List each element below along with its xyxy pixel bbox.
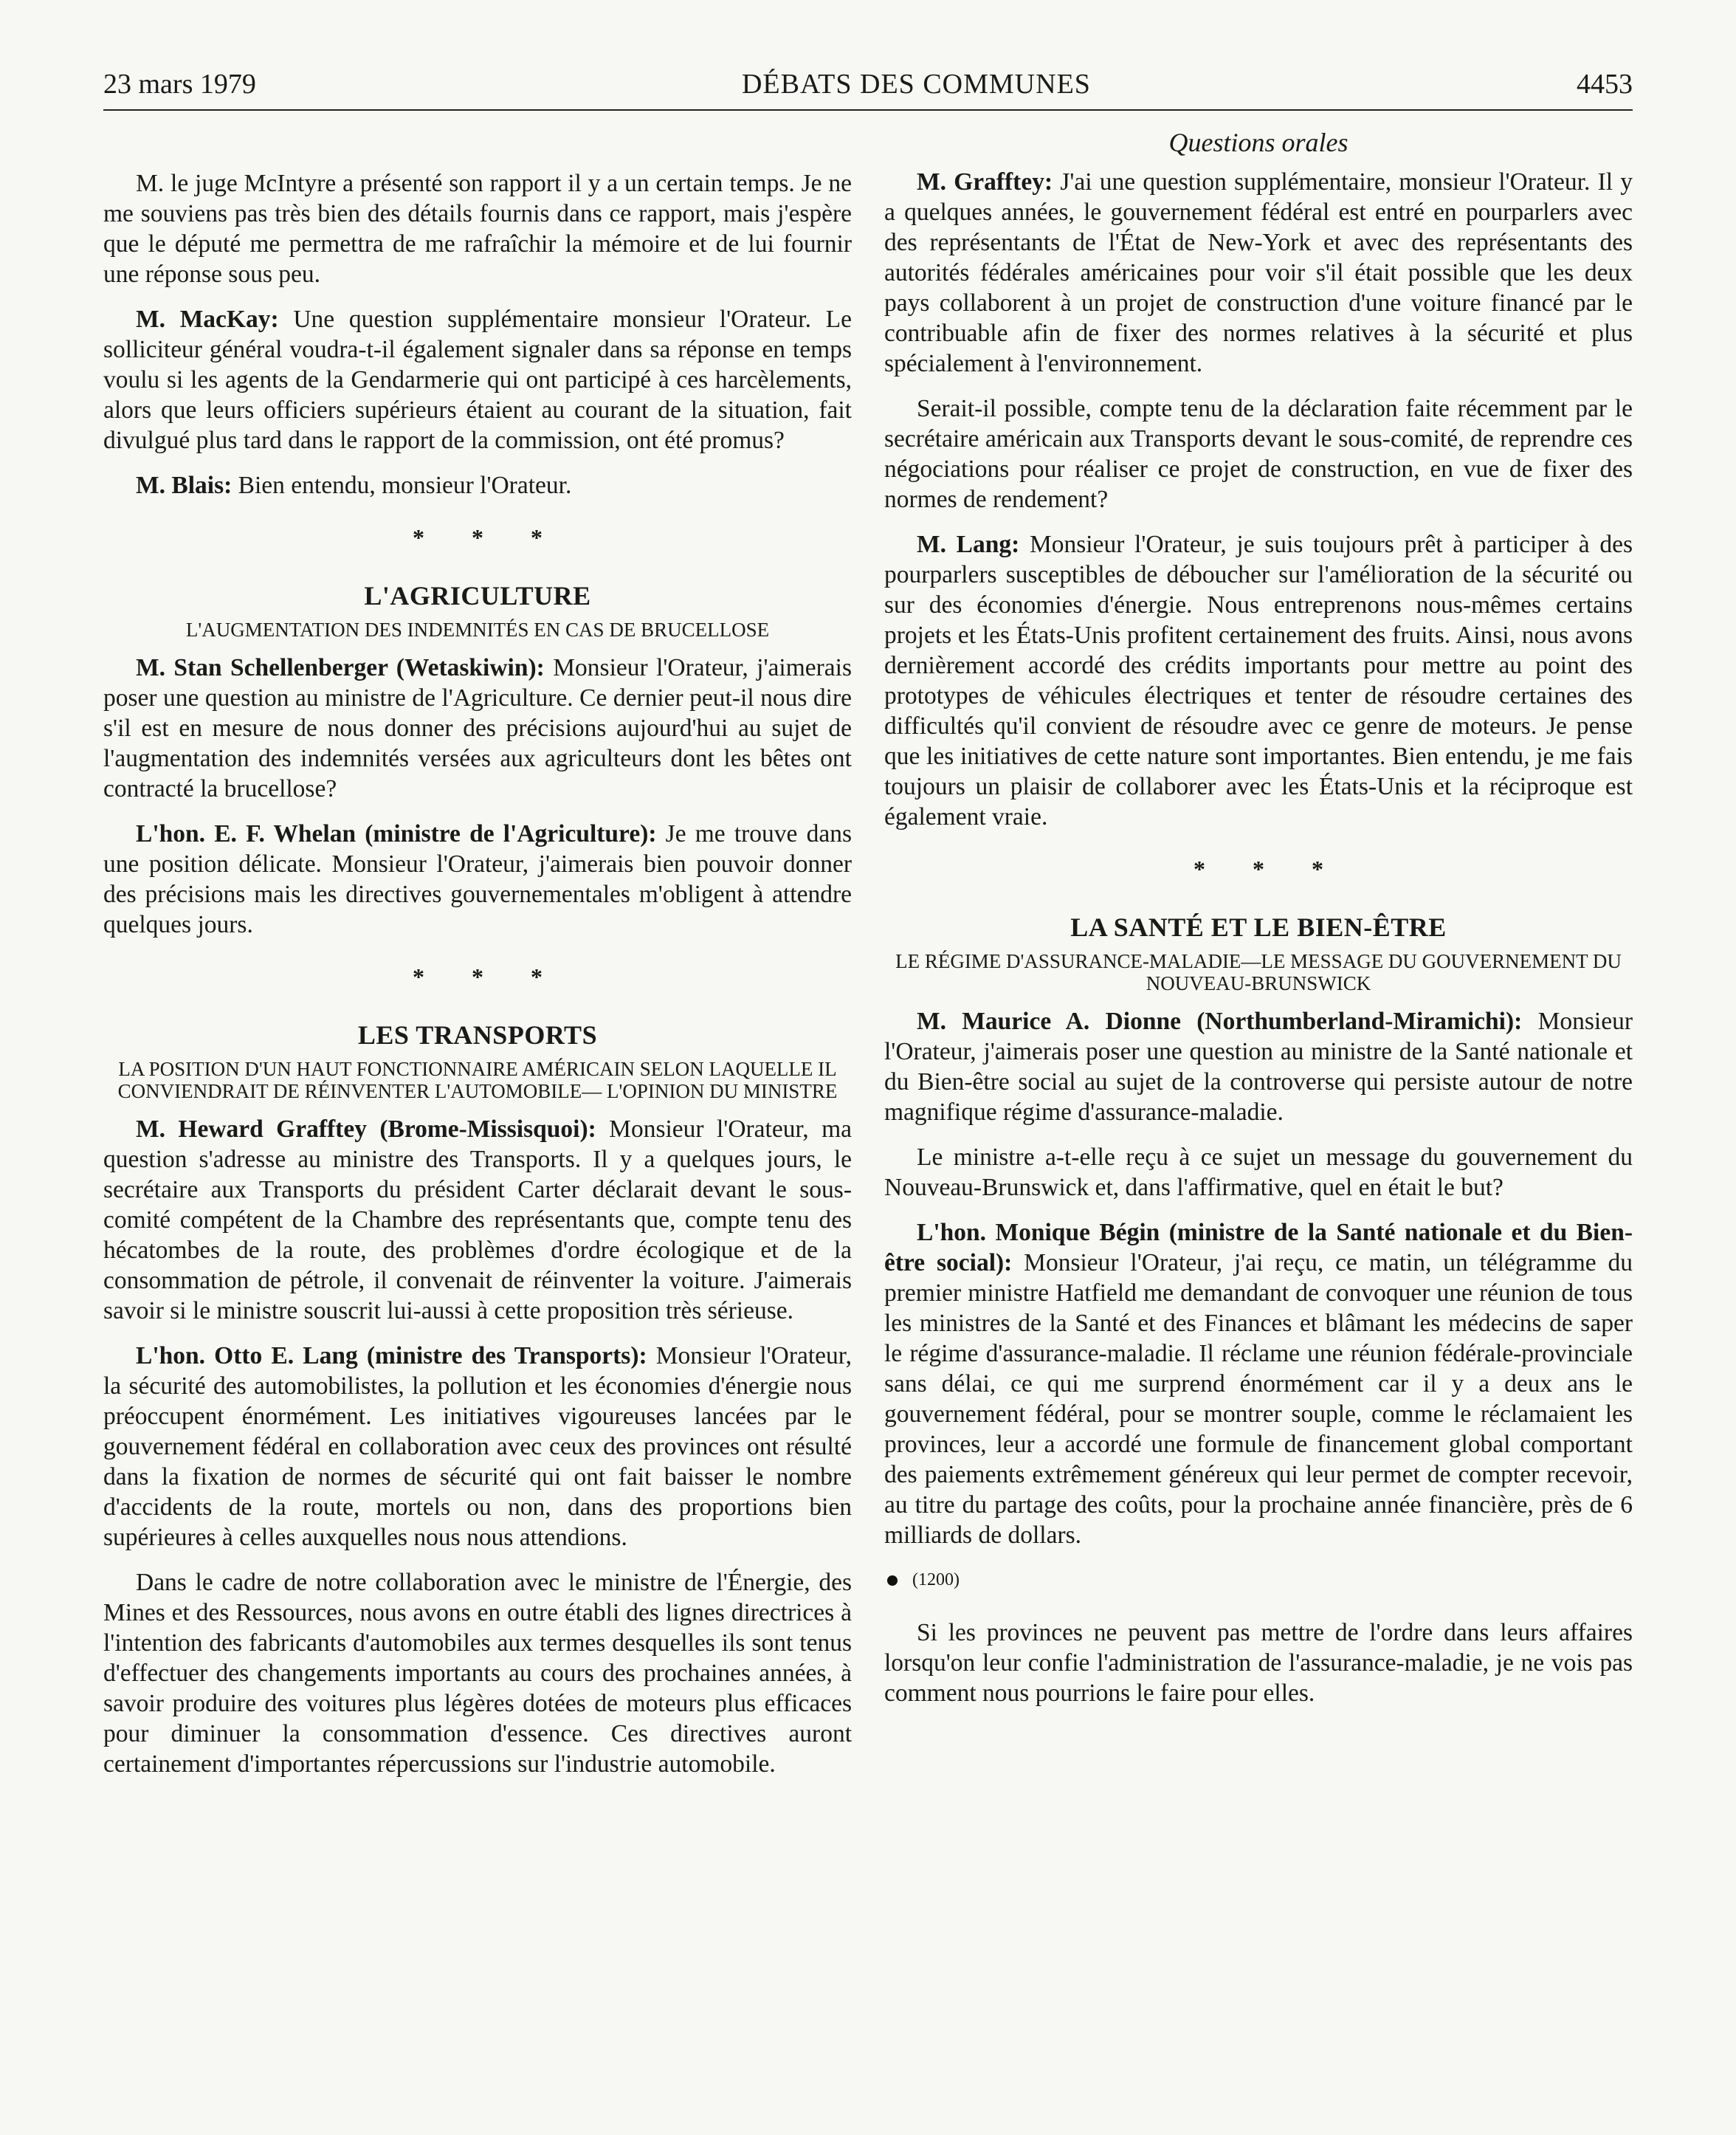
paragraph	[103, 653, 852, 804]
header-publication: DÉBATS DES COMMUNES	[741, 69, 1091, 100]
section-title: L'AGRICULTURE	[364, 581, 591, 611]
paragraph: Dans le cadre de notre collaboration avec le ministre de l'Énergie, des Mines et des Ressources, nous avons en outre établi des lignes directrices à l'intention des fabricants d'automobiles aux termes desquelles ils sont tenus d'effectuer des changements importants au cours des prochaines années, à savoir produire des voitures plus légères dotées de moteurs plus efficaces pour diminuer la consommation d'essence. Ces directives auront certainement d'importantes répercussions sur l'industrie automobile.	[103, 1569, 852, 1778]
speech-text: Monsieur l'Orateur, j'ai reçu, ce matin, un télégramme du premier ministre Hatfield me demandant de convoquer une réunion de tous les ministres de la Santé et des Finances et blâmant les médecins de saper le régime d'assurance-maladie. Il réclame une réunion fédérale-provinciale sans délai, ce qui me surprend énormément car il y a deux ans le gouvernement fédéral, pour se montrer souple, comme le réclamaient les provinces, leur a accordé une formule de financement global comportant des paiements extrêmement généreux qui leur permet de compter recevoir, au titre du partage des coûts, pour la prochaine année financière, près de 6 milliards de dollars.	[884, 1249, 1633, 1549]
speaker-name: L'hon. Monique Bégin (ministre de la Santé nationale et du Bien-être social):	[884, 1219, 1633, 1276]
speech-text: Monsieur l'Orateur, la sécurité des automobilistes, la pollution et les économies d'énergie nous préoccupent énormément. Les initiatives vigoureuses lancées par le gouvernement fédéral en collaboration avec ceux des provinces ont résulté dans la fixation de normes de sécurité qui ont fait baisser le nombre d'accidents de la route, mortels ou non, dans des proportions bien supérieures à celles auxquelles nous nous attendions.	[103, 1342, 852, 1551]
paragraph	[103, 470, 852, 501]
speech-text: J'ai une question supplémentaire, monsieur l'Orateur. Il y a quelques années, le gouvernement fédéral est entré en pourparlers avec des représentants de l'État de New-York et avec des représentants des autorités fédérales américaines pour voir s'il était possible que les deux pays collaborent à un projet de construction d'une voiture financé par le contribuable afin de fixer des normes relatives à la sécurité et plus spécialement à l'environnement.	[884, 168, 1633, 377]
section-subtitle: LE RÉGIME D'ASSURANCE-MALADIE—LE MESSAGE DU GOUVERNEMENT DU NOUVEAU-BRUNSWICK	[895, 950, 1622, 994]
paragraph: M. le juge McIntyre a présenté son rapport il y a un certain temps. Je ne me souviens pas très bien des détails fournis dans ce rapport, mais j'espère que le député me permettra de me rafraîchir la mémoire et de lui fournir une réponse sous peu.	[103, 170, 852, 288]
paragraph: Si les provinces ne peuvent pas mettre de l'ordre dans leurs affaires lorsqu'on leur confie l'administration de l'assurance-maladie, je ne vois pas comment nous pourrions le faire pour elles.	[884, 1619, 1633, 1707]
section-subtitle: LA POSITION D'UN HAUT FONCTIONNAIRE AMÉRICAIN SELON LAQUELLE IL CONVIENDRAIT DE RÉINVENTER L'AUTOMOBILE— L'OPINION DU MINISTRE	[117, 1058, 838, 1102]
speaker-name: M. Stan Schellenberger (Wetaskiwin):	[136, 654, 545, 681]
speech-text: Bien entendu, monsieur l'Orateur.	[232, 472, 572, 499]
section-title: LES TRANSPORTS	[357, 1020, 598, 1050]
paragraph	[103, 1114, 852, 1326]
right-column	[884, 167, 1633, 1723]
section-separator: * * *	[413, 963, 563, 990]
left-column	[103, 168, 852, 1794]
speech-text: Monsieur l'Orateur, j'aimerais poser une question au ministre de la Santé nationale et du Bien-être social au sujet de la controverse qui persiste autour de notre magnifique régime d'assurance-maladie.	[884, 1008, 1633, 1126]
paragraph	[884, 167, 1633, 379]
speech-text: Monsieur l'Orateur, je suis toujours prêt à participer à des pourparlers susceptibles de déboucher sur l'amélioration de la sécurité ou sur des économies d'énergie. Nous entreprenons nous-mêmes certains projets et les États-Unis profitent certainement des fruits. Ainsi, nous avons dernièrement accordé des crédits importants pour mettre au point des prototypes de véhicules électriques et tenter de résoudre certaines des difficultés qu'il convient de résoudre avec ce genre de moteurs. Je pense que les initiatives de cette nature sont importantes. Bien entendu, je me fais toujours un plaisir de collaborer avec les États-Unis et la réciproque est également vraie.	[884, 531, 1633, 831]
speech-text: Monsieur l'Orateur, ma question s'adresse au ministre des Transports. Il y a quelques jours, le secrétaire aux Transports du président Carter déclarait devant le sous-comité compétent de la Chambre des représentants que, compte tenu des hécatombes de la route, des problèmes d'ordre écologique et de la consommation de pétrole, il convenait de réinventer la voiture. J'aimerais savoir si le ministre souscrit lui-aussi à cette proposition très sérieuse.	[103, 1115, 852, 1324]
paragraph	[884, 1217, 1633, 1550]
speaker-name: L'hon. Otto E. Lang (ministre des Transports):	[136, 1342, 647, 1369]
section-title: LA SANTÉ ET LE BIEN-ÊTRE	[1070, 912, 1447, 942]
page-header	[103, 68, 1633, 111]
paragraph	[884, 1006, 1633, 1127]
paragraph	[103, 1341, 852, 1553]
speaker-name: M. MacKay:	[136, 306, 279, 333]
section-separator: * * *	[413, 524, 563, 551]
section-separator: * * *	[1194, 856, 1344, 882]
speech-text: Une question supplémentaire monsieur l'Orateur. Le solliciteur général voudra-t-il également signaler dans sa réponse en temps voulu si les agents de la Gendarmerie qui ont participé à ces harcèlements, alors que leurs officiers supérieurs étaient au courant de la situation, fait divulgué plus tard dans le rapport de la commission, ont été promus?	[103, 306, 852, 454]
speaker-name: M. Grafftey:	[917, 168, 1053, 196]
paragraph	[103, 819, 852, 940]
header-date: 23 mars 1979	[103, 69, 256, 100]
bullet-dot-icon	[887, 1575, 898, 1586]
time-marker-label: (1200)	[912, 1570, 960, 1589]
speaker-name: M. Maurice A. Dionne (Northumberland-Miramichi):	[917, 1008, 1523, 1035]
section-subtitle: L'AUGMENTATION DES INDEMNITÉS EN CAS DE BRUCELLOSE	[185, 619, 770, 641]
speaker-name: M. Blais:	[136, 472, 232, 499]
paragraph: Serait-il possible, compte tenu de la déclaration faite récemment par le secrétaire américain aux Transports devant le sous-comité, de reprendre ces négociations pour réaliser ce projet de construction, en vue de fixer des normes de rendement?	[884, 395, 1633, 513]
paragraph	[884, 529, 1633, 832]
speech-text: Monsieur l'Orateur, j'aimerais poser une question au ministre de l'Agriculture. Ce dernier peut-il nous dire s'il est en mesure de nous donner des précisions aujourd'hui au sujet de l'augmentation des indemnités versées aux agriculteurs dont les bêtes ont contracté la brucellose?	[103, 654, 852, 802]
speaker-name: L'hon. E. F. Whelan (ministre de l'Agriculture):	[136, 820, 657, 848]
paragraph	[103, 304, 852, 455]
speech-text: Je me trouve dans une position délicate. Monsieur l'Orateur, j'aimerais bien pouvoir donner des précisions mais les directives gouvernementales m'obligent à attendre quelques jours.	[103, 820, 852, 938]
paragraph: Le ministre a-t-elle reçu à ce sujet un message du gouvernement du Nouveau-Brunswick et, dans l'affirmative, quel en était le but?	[884, 1144, 1633, 1201]
running-head: Questions orales	[1168, 128, 1348, 157]
speaker-name: M. Heward Grafftey (Brome-Missisquoi):	[136, 1115, 596, 1143]
header-page-number: 4453	[1577, 69, 1633, 100]
speaker-name: M. Lang:	[917, 531, 1020, 558]
time-marker	[887, 1565, 1633, 1595]
